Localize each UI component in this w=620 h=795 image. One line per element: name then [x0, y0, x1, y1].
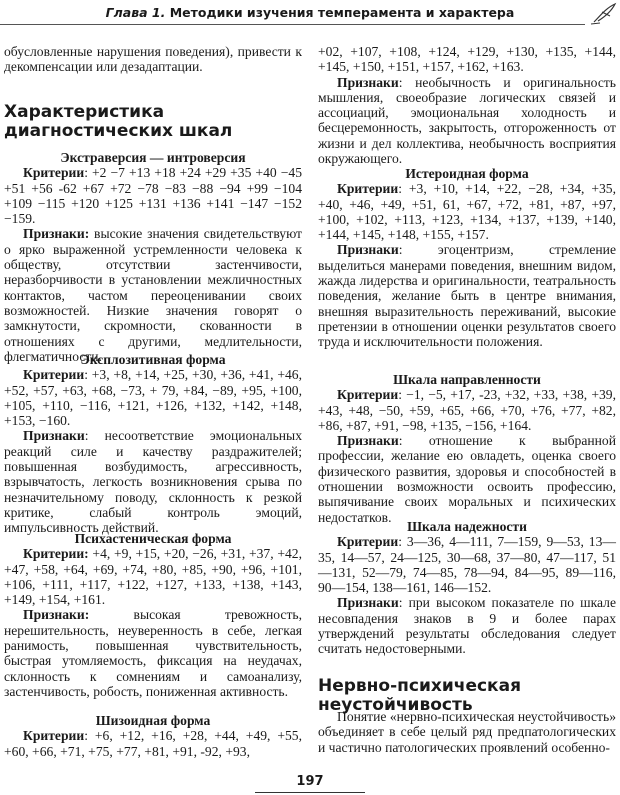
intro-paragraph: обусловленные нарушения поведения), привести к декомпенсации или дезадаптации.: [4, 44, 302, 75]
scale-title: Истероидная форма: [405, 166, 529, 181]
scale-orientation: [318, 372, 616, 525]
scale-signs: Признаки: отношение к выбранной профессии, желание ею овладеть, оценка своего физического развития, здоровья и способностей в отношении возможности освоить профессию, выпячивание своих моральных и психических недостатков.: [318, 433, 616, 525]
scale-schizoid-continued: [318, 44, 616, 166]
section-heading: Характеристика диагностических шкал: [4, 102, 233, 141]
scale-criteria: Критерии: −1, −5, +17, -23, +32, +33, +38, +39, +43, +48, −50, +59, +65, +66, +70, +76, +77, +82, +86, +87, +91, −98, +135, −156, +164.: [318, 387, 616, 433]
chapter-label: Глава 1.: [105, 5, 166, 20]
section-heading-neuropsychic: Нервно-психическая неустойчивость: [318, 676, 521, 715]
page-number: 197: [296, 774, 324, 789]
scale-extraversion: [4, 150, 302, 364]
scale-signs: Признаки: высокие значения свидетельствуют о ярко выраженной устремленности человека к обществу, отсутствии застенчивости, неразборчивости в установлении межличностных контактов, частом переоценивании своих возможностей. Низкие значения говорят о замкнутости, скромности, скованности в отношениях с другими, медлительности, флегматичности.: [4, 226, 302, 364]
scale-signs: Признаки: при высоком показателе по шкале несовпадения знаков в 9 и более парах утверждений результаты обследования следует считать недостоверными.: [318, 595, 616, 657]
scale-title: Шкала надежности: [407, 519, 527, 534]
scale-criteria: Критерии: +3, +10, +14, +22, −28, +34, +35, +40, +46, +49, +51, 61, +67, +72, +81, +87, +97, +100, +102, +113, +123, +134, +137, +139, +140, +144, +145, +148, +155, +157.: [318, 181, 616, 243]
scale-hysteroid: [318, 166, 616, 350]
scale-explosive: [4, 352, 302, 536]
scale-title: Экстраверсия — интроверсия: [60, 150, 246, 165]
scale-title: Шизоидная форма: [95, 713, 211, 728]
scale-schizoid: [4, 713, 302, 759]
right-column: [318, 0, 616, 770]
scale-criteria: Критерии: +2 −7 +13 +18 +24 +29 +35 +40 −45 +51 +56 -62 +67 +72 −78 −83 −88 −94 +99 −104 +109 −115 +120 +125 +131 +136 +141 −147 −152 −159.: [4, 165, 302, 227]
chapter-title: Методики изучения темперамента и характера: [169, 5, 515, 20]
scale-criteria: Критерии: +3, +8, +14, +25, +30, +36, +41, +46, +52, +57, +63, +68, −73, + 79, +84, −89, +95, +100, +105, +110, −116, +121, +126, +132, +142, +148, +153, −160.: [4, 367, 302, 429]
left-column: [4, 0, 302, 770]
scale-signs: Признаки: необычность и оригинальность мышления, своеобразие логических связей и ассоциаций, эмоциональная холодность и бесцеремонность, закрытость, отгороженность от жизни и дел коллектива, необычность восприятия окружающего.: [318, 74, 616, 167]
scale-title: Шкала направленности: [393, 372, 541, 387]
scale-criteria: Критерии: 3—36, 4—111, 7—159, 9—53, 13—35, 14—57, 24—125, 30—68, 37—80, 47—117, 51—131, 52—79, 74—85, 78—94, 84—95, 89—116, 90—154, 138—161, 146—152.: [318, 534, 616, 596]
scale-title: Психастеническая форма: [74, 531, 232, 546]
footer-rule: [255, 792, 365, 793]
scale-reliability: [318, 519, 616, 657]
scale-signs: Признаки: несоответствие эмоциональных реакций силе и качеству раздражителей; повышенная возбудимость, агрессивность, взрывчатость, легкость возникновения срыва по незначительному поводу, склонность к резкой критике, слабый контроль эмоций, импульсивность действий.: [4, 428, 302, 536]
section-paragraph: Понятие «нервно-психическая неустойчивость» объединяет в себе целый ряд предпатологических и частично патологических проявлений особенно-: [318, 709, 616, 755]
scale-criteria: Критерии: +6, +12, +16, +28, +44, +49, +55, +60, +66, +71, +75, +77, +81, +91, -92, +93,: [4, 728, 302, 759]
scale-criteria-continued: +02, +107, +108, +124, +129, +130, +135, +144, +145, +150, +151, +157, +162, +163.: [318, 44, 616, 75]
scale-signs: Признаки: высокая тревожность, нерешительность, неуверенность в себе, легкая ранимость, повышенная чувствительность, быстрая утомляемость, фиксация на неудачах, склонность к сомнениям и самоанализу, застенчивость, робость, пониженная активность.: [4, 607, 302, 699]
scale-signs: Признаки: эгоцентризм, стремление выделиться манерами поведения, внешним видом, жажда лидерства и оригинальности, театральность поведения, желание быть в центре внимания, внешняя выразительность переживаний, высокие претензии в отношении оценки результатов своего труда и исключительности положения.: [318, 242, 616, 350]
scale-psychasthenic: [4, 531, 302, 699]
scale-title: Эксплозитивная форма: [80, 352, 226, 367]
scale-criteria: Критерии: +4, +9, +15, +20, −26, +31, +37, +42, +47, +58, +64, +69, +74, +80, +85, +90, +96, +101, +106, +111, +117, +122, +127, +133, +138, +143, +149, +154, +161.: [4, 546, 302, 608]
